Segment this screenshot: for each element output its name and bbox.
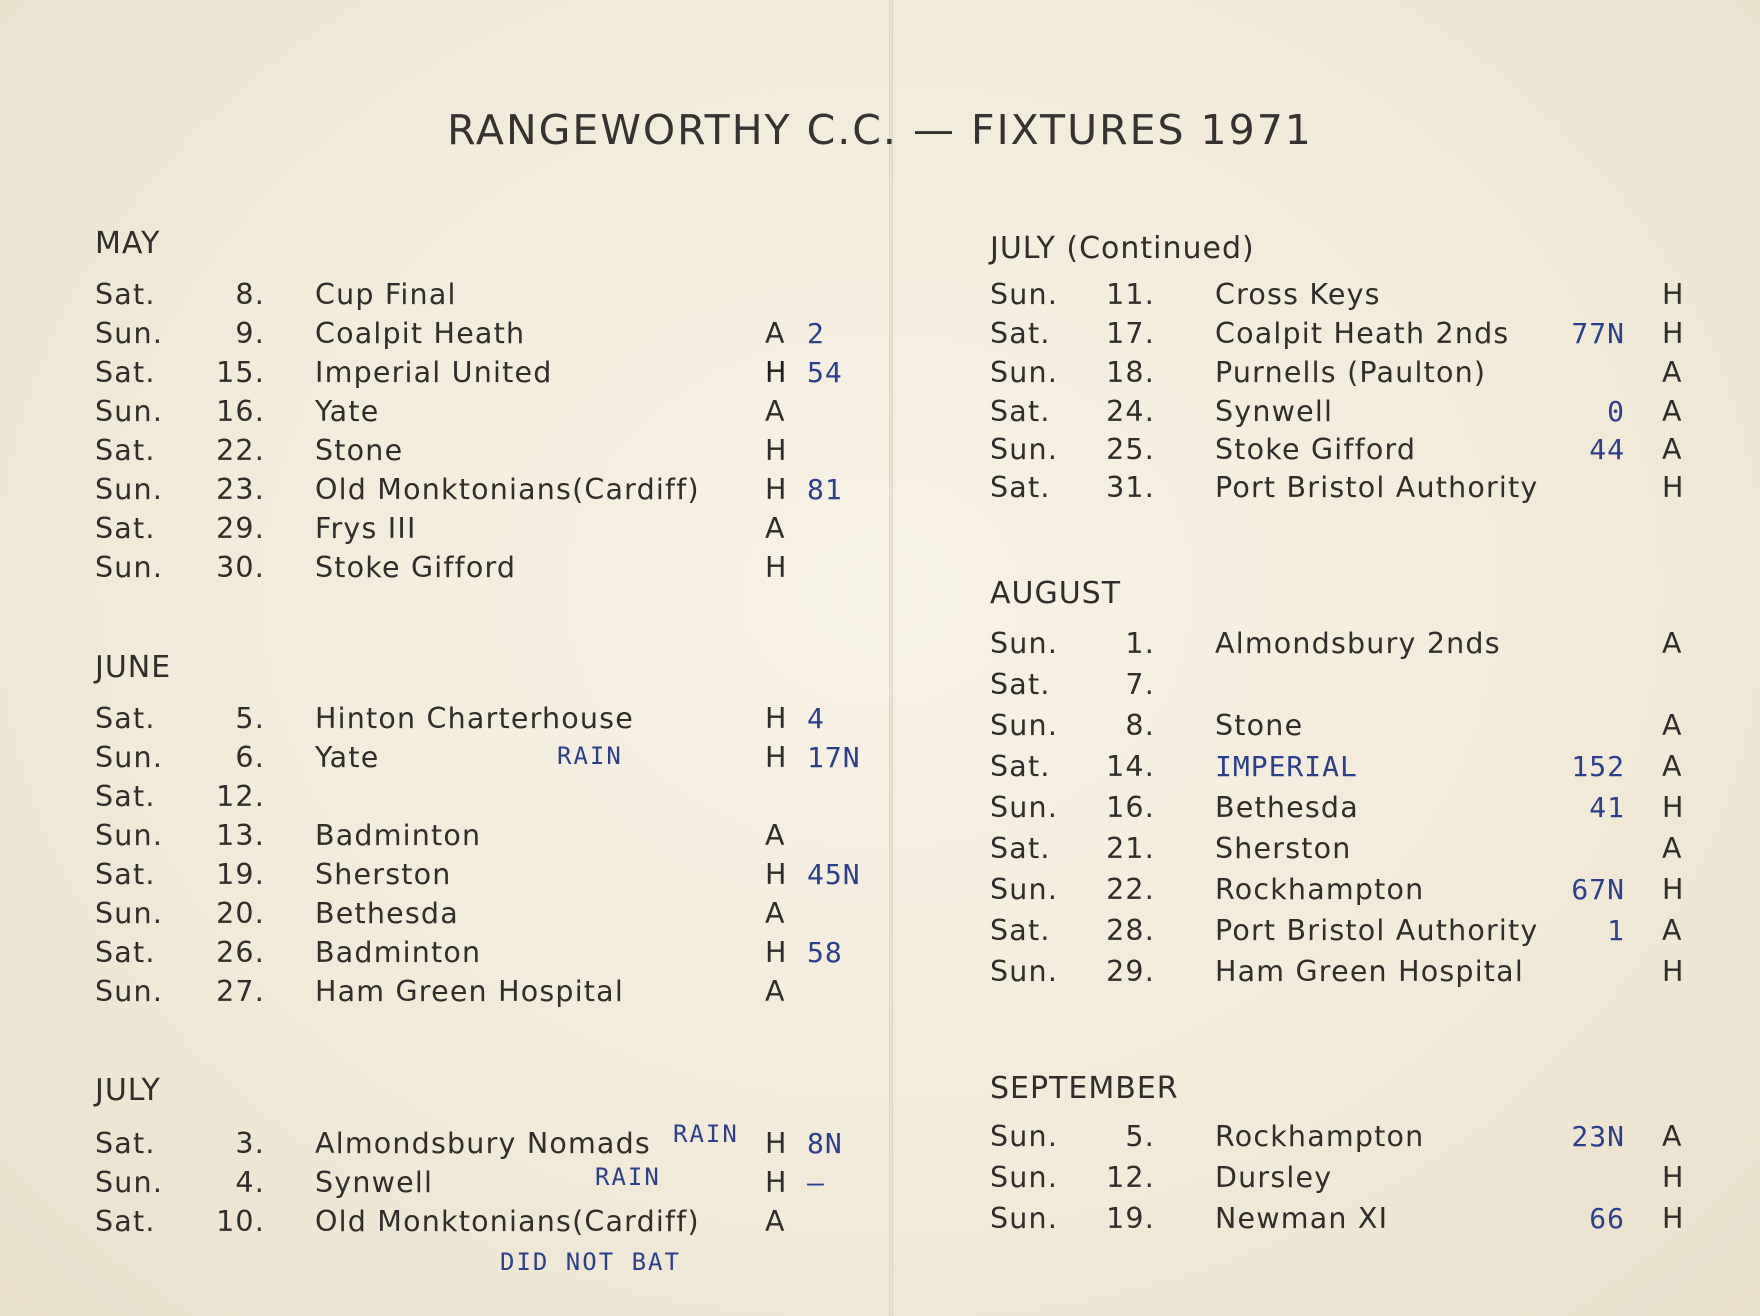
fixture-venue: H: [765, 434, 788, 467]
handwritten-score: 17N: [807, 741, 861, 774]
handwritten-score: 152: [1571, 750, 1625, 783]
month-heading-september: SEPTEMBER: [990, 1071, 1179, 1106]
fixture-day: Sun.: [95, 551, 164, 584]
fixture-venue: A: [1662, 433, 1683, 466]
fixture-date: 10.: [216, 1205, 265, 1238]
fixture-opponent: Purnells (Paulton): [1215, 356, 1487, 389]
fixture-date: 4.: [235, 1166, 265, 1199]
fixture-venue: H: [765, 1166, 788, 1199]
fixture-opponent: Frys III: [315, 512, 417, 545]
fixture-date: 31.: [1106, 471, 1155, 504]
fixture-opponent: Port Bristol Authority: [1215, 914, 1539, 947]
fixture-date: 24.: [1106, 395, 1155, 428]
fixture-venue: A: [1662, 356, 1683, 389]
fixture-day: Sun.: [990, 433, 1059, 466]
fixture-date: 23.: [216, 473, 265, 506]
fixture-day: Sat.: [95, 936, 156, 969]
month-heading-august: AUGUST: [990, 576, 1122, 611]
fixture-opponent: Almondsbury 2nds: [1215, 627, 1501, 660]
fixture-date: 12.: [1106, 1161, 1155, 1194]
fixture-venue: H: [765, 1127, 788, 1160]
fixture-day: Sun.: [95, 741, 164, 774]
fixture-opponent: Coalpit Heath: [315, 317, 526, 350]
fixture-date: 22.: [216, 434, 265, 467]
fixture-date: 22.: [1106, 873, 1155, 906]
handwritten-score: 8N: [807, 1127, 843, 1160]
left-page: [95, 0, 885, 1316]
handwritten-score: 81: [807, 473, 843, 506]
fixture-venue: H: [1662, 317, 1685, 350]
handwritten-score: 1: [1607, 914, 1625, 947]
fixture-venue: H: [765, 356, 788, 389]
fixture-opponent: Rockhampton: [1215, 1120, 1425, 1153]
fixture-date: 8.: [235, 278, 265, 311]
fixture-venue: A: [765, 819, 786, 852]
month-heading-june: JUNE: [95, 650, 172, 685]
handwritten-rain-note: RAIN: [557, 742, 623, 770]
fixture-opponent: Port Bristol Authority: [1215, 471, 1539, 504]
fixture-day: Sun.: [95, 317, 164, 350]
fixture-day: Sun.: [990, 356, 1059, 389]
fixture-day: Sun.: [990, 1120, 1059, 1153]
fixture-day: Sun.: [95, 975, 164, 1008]
fixture-date: 3.: [235, 1127, 265, 1160]
fixture-date: 29.: [1106, 955, 1155, 988]
fixture-day: Sun.: [990, 873, 1059, 906]
fixture-day: Sun.: [990, 709, 1059, 742]
fixture-date: 1.: [1125, 627, 1155, 660]
fixture-opponent: Sherston: [315, 858, 452, 891]
handwritten-score: 44: [1589, 433, 1625, 466]
fixture-opponent: Badminton: [315, 819, 482, 852]
fixture-venue: H: [1662, 791, 1685, 824]
handwritten-score: 0: [1607, 395, 1625, 428]
page-title: RANGEWORTHY C.C. — FIXTURES 1971: [447, 106, 1313, 154]
fixture-day: Sat.: [990, 832, 1051, 865]
fixture-venue: H: [765, 551, 788, 584]
fixture-venue: A: [765, 1205, 786, 1238]
fixture-date: 11.: [1106, 278, 1155, 311]
fixture-opponent: Cup Final: [315, 278, 457, 311]
fixture-day: Sat.: [95, 1205, 156, 1238]
fixture-day: Sat.: [990, 668, 1051, 701]
fixture-day: Sun.: [990, 955, 1059, 988]
fixture-day: Sat.: [990, 317, 1051, 350]
fixture-opponent: Yate: [315, 741, 380, 774]
fixture-date: 27.: [216, 975, 265, 1008]
fixture-opponent: Almondsbury Nomads: [315, 1127, 651, 1160]
fixture-day: Sun.: [990, 1202, 1059, 1235]
fixture-venue: H: [765, 473, 788, 506]
handwritten-score: 23N: [1571, 1120, 1625, 1153]
fixture-date: 19.: [216, 858, 265, 891]
fixture-day: Sun.: [95, 395, 164, 428]
fixture-opponent: Stone: [1215, 709, 1304, 742]
handwritten-score: 66: [1589, 1202, 1625, 1235]
handwritten-score: 45N: [807, 858, 861, 891]
fixture-opponent: Bethesda: [315, 897, 459, 930]
fixture-day: Sat.: [95, 512, 156, 545]
handwritten-score: —: [807, 1166, 825, 1199]
fixture-opponent: Ham Green Hospital: [315, 975, 624, 1008]
fixture-opponent: Yate: [315, 395, 380, 428]
fixture-date: 26.: [216, 936, 265, 969]
fixture-day: Sun.: [990, 627, 1059, 660]
fixture-date: 20.: [216, 897, 265, 930]
fixture-day: Sat.: [95, 702, 156, 735]
fixture-date: 18.: [1106, 356, 1155, 389]
fixture-date: 6.: [235, 741, 265, 774]
fixture-venue: A: [765, 395, 786, 428]
fixture-day: Sun.: [95, 897, 164, 930]
fixture-day: Sun.: [990, 791, 1059, 824]
fixture-date: 12.: [216, 780, 265, 813]
handwritten-rain-note: RAIN: [595, 1163, 661, 1191]
fixture-date: 29.: [216, 512, 265, 545]
fixture-day: Sat.: [95, 356, 156, 389]
fixture-date: 7.: [1125, 668, 1155, 701]
fixture-venue: H: [765, 702, 788, 735]
fixture-venue: H: [1662, 873, 1685, 906]
fixture-date: 21.: [1106, 832, 1155, 865]
fixture-venue: H: [1662, 278, 1685, 311]
fixture-venue: H: [765, 858, 788, 891]
fixture-day: Sat.: [95, 434, 156, 467]
fixture-opponent: Sherston: [1215, 832, 1352, 865]
fixture-date: 13.: [216, 819, 265, 852]
fixture-venue: A: [1662, 914, 1683, 947]
fixture-opponent: Dursley: [1215, 1161, 1333, 1194]
fixture-date: 30.: [216, 551, 265, 584]
fixture-day: Sat.: [990, 750, 1051, 783]
fixture-venue: A: [765, 317, 786, 350]
fixture-date: 9.: [235, 317, 265, 350]
handwritten-score: 2: [807, 317, 825, 350]
fixture-opponent: Old Monktonians(Cardiff): [315, 473, 700, 506]
fixture-date: 17.: [1106, 317, 1155, 350]
fixture-venue: A: [765, 512, 786, 545]
fixture-venue: H: [1662, 1161, 1685, 1194]
fixture-opponent: Imperial United: [315, 356, 553, 389]
fixture-opponent: Synwell: [315, 1166, 434, 1199]
handwritten-score: 54: [807, 356, 843, 389]
fixture-date: 8.: [1125, 709, 1155, 742]
fixture-venue: A: [1662, 627, 1683, 660]
fixture-date: 14.: [1106, 750, 1155, 783]
fixture-venue: A: [1662, 395, 1683, 428]
fixture-opponent: Coalpit Heath 2nds: [1215, 317, 1510, 350]
fixture-opponent: Synwell: [1215, 395, 1334, 428]
fixture-venue: H: [765, 936, 788, 969]
fixture-venue: H: [1662, 955, 1685, 988]
fixture-date: 25.: [1106, 433, 1155, 466]
handwritten-rain-note: RAIN: [673, 1120, 739, 1148]
fixture-date: 15.: [216, 356, 265, 389]
fixture-date: 16.: [216, 395, 265, 428]
fixture-day: Sat.: [95, 1127, 156, 1160]
fixture-day: Sat.: [990, 914, 1051, 947]
fixture-day: Sun.: [95, 819, 164, 852]
fixture-opponent: Badminton: [315, 936, 482, 969]
month-heading-july: JULY: [95, 1073, 161, 1108]
handwritten-score: 41: [1589, 791, 1625, 824]
fixture-opponent: Hinton Charterhouse: [315, 702, 634, 735]
month-heading-may: MAY: [95, 226, 161, 261]
fixture-date: 16.: [1106, 791, 1155, 824]
card-fold: [889, 0, 893, 1316]
fixture-opponent: Old Monktonians(Cardiff): [315, 1205, 700, 1238]
fixture-day: Sun.: [990, 1161, 1059, 1194]
handwritten-score: 58: [807, 936, 843, 969]
handwritten-score: 77N: [1571, 317, 1625, 350]
fixture-venue: A: [765, 975, 786, 1008]
fixture-opponent: IMPERIAL: [1215, 750, 1358, 783]
fixture-day: Sat.: [990, 471, 1051, 504]
month-heading-july-continued: JULY (Continued): [990, 231, 1255, 266]
fixture-opponent: Stoke Gifford: [1215, 433, 1417, 466]
fixture-venue: H: [765, 741, 788, 774]
fixture-day: Sat.: [95, 278, 156, 311]
right-page: [990, 0, 1690, 1316]
fixture-date: 28.: [1106, 914, 1155, 947]
fixture-day: Sun.: [990, 278, 1059, 311]
fixture-venue: A: [765, 897, 786, 930]
fixture-day: Sat.: [95, 858, 156, 891]
fixture-opponent: Stoke Gifford: [315, 551, 517, 584]
fixture-date: 5.: [1125, 1120, 1155, 1153]
fixture-day: Sun.: [95, 1166, 164, 1199]
handwritten-score: 4: [807, 702, 825, 735]
handwritten-did-not-bat-note: DID NOT BAT: [500, 1248, 681, 1276]
fixture-day: Sun.: [95, 473, 164, 506]
fixture-venue: A: [1662, 1120, 1683, 1153]
fixture-date: 5.: [235, 702, 265, 735]
handwritten-score: 67N: [1571, 873, 1625, 906]
fixture-day: Sat.: [95, 780, 156, 813]
fixture-opponent: Stone: [315, 434, 404, 467]
fixture-opponent: Cross Keys: [1215, 278, 1381, 311]
fixture-venue: H: [1662, 471, 1685, 504]
fixture-venue: A: [1662, 832, 1683, 865]
fixture-opponent: Ham Green Hospital: [1215, 955, 1524, 988]
fixture-venue: A: [1662, 709, 1683, 742]
fixture-day: Sat.: [990, 395, 1051, 428]
fixture-opponent: Newman XI: [1215, 1202, 1389, 1235]
fixture-venue: H: [1662, 1202, 1685, 1235]
fixture-date: 19.: [1106, 1202, 1155, 1235]
fixture-venue: A: [1662, 750, 1683, 783]
fixture-opponent: Bethesda: [1215, 791, 1359, 824]
fixture-opponent: Rockhampton: [1215, 873, 1425, 906]
